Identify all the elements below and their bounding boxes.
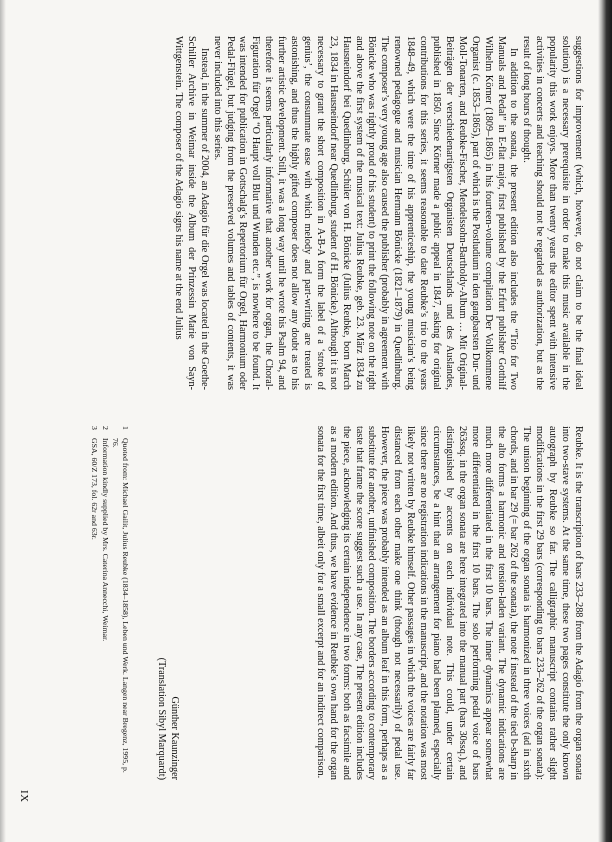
signature-block xyxy=(154,426,180,780)
footnote-number: 2 xyxy=(100,426,110,430)
paragraph: Instead, in the summer of 2004, an Adagio für die Orgel was located in the Goethe-Schiller Archive in Weimar inside the Album der Prinzessin Marie von Sayn-Wittgenstein. The composer of the Adagio signs his name at the end Julius xyxy=(172,36,210,390)
paragraph: suggestions for improvement (which, however, do not claim to be the final ideal solution) is a necessary prerequisite in order to make this music available in the popularity this work enjoys. More than twenty years the editor spent with intensive activities in concerts and teaching should not be regarded as authorization, but as the result of long hours of thought. xyxy=(521,36,584,390)
footnote-text: GSA, 60/Z 173, fol. 62r and 63r. xyxy=(90,438,100,540)
right-text-column xyxy=(313,426,584,780)
scan-shadow-edge-bottom xyxy=(0,0,6,842)
footnotes xyxy=(89,426,130,780)
footnote xyxy=(100,426,110,780)
footnote-number: 1 xyxy=(121,426,130,430)
footnote xyxy=(111,426,130,780)
left-text-column xyxy=(171,36,584,390)
translator-credit: (Translation Sibyl Marquardt) xyxy=(156,657,168,780)
paragraph: In addition to the sonata, the present edition also includes the “Trio for Two Manuals and Pedal” in E-flat major, first published by the Erfurt publisher Gotthilf Wilhelm Körner (1809–1865) in his fourteen-volume compilation Der Vollkommene Organist (c. 1853–1865), part of which is the Postludium in den gangbarsten Dur- und Moll-Tonarten, and Reubke-Fischer, Mendelssohn-Bartholdy-Album … Mit Original-Beiträgen der verschiedenartigsten Organisten Deutschlands und des Auslandes, published in 1850. Since Körner made a public appeal in 1847, asking for original contributions for this series, it seems reasonable to date Reubke’s trio to the years 1848–49, which were the time of his apprenticeship, the young musician’s being renowned pedagogue and musician Hermann Bönicke (1821–1879) in Quedlinburg. The composer’s very young age also caused the publisher (probably in agreement with Bönicke who was rightly proud of his student) to print the following note on the right and above the first system of the musical text: Julius Reubke, geb. 23. März 1834 zu Hausneindorf bei Quedlinburg, Schüler von H. Bönicke (Julius Reubke, born March 23, 1834 in Hausneindorf near Quedlinburg, student of H. Bönicke). Although it is not necessary to grant the short composition in A-B-A form the label of a ‘stroke of genius’, the consummate ease with which melody and part-writing are treated is astonishing, and thus the highly gifted composer does not allow any doubt as to his further artistic development. Still, it was a long way until he wrote his Psalm 94, and therefore it seems particularly informative that another work for organ, the Choral-Figuration für Orgel “O Haupt voll Blut und Wunden etc.”, is nowhere to be found. It was intended for publication in Gottschalg’s Repertorium für Orgel, Harmonium oder Pedal-Flügel, but judging from the preserved volumes and tables of contents, it was never included into this series. xyxy=(211,36,520,390)
footnote-text: Quoted from: Michael Gailit, Julius Reubke (1834–1858), Leben und Werk. Langen near Bregenz, 1995, p. 76. xyxy=(111,438,130,773)
paragraph: Reubke. It is the transcription of bars 233–288 from the Adagio from the organ sonata into two-stave systems. At the same time, these two pages constitute the only known autograph by Reubke so far. The calligraphic manuscript contains rather slight modifications in the first 29 bars (corresponding to bars 233–262 of the organ sonata): The unison beginning of the organ sonata is harmonized in three voices (ad in sixth chords, and in bar 29 (= bar 262 of the sonata), the note f instead of the tied b-sharp in the alto forms a harmonic and tension-laden variant. The dynamic indications are much more differentiated in the first 10 bars. The inner dynamics appear somewhat more differentiated in the first 10 bars. The solo performing pedal voice of bars 263ssq. in the organ sonata are here integrated into the manual part (bars 30ssq.), and distinguished by accents on each individual note. This could, under certain circumstances, be a hint that an arrangement for piano had been planned, especially since there are no registration indications in the manuscript, and the notation was most likely not written by Reubke himself. Other passages in which the voices are fairly far distanced from each other make one think (though not necessarily) of pedal use. However, the piece was probably intended as an album leaf in this form, perhaps as a substitute for another, unfinished composition. The borders according to contemporary taste that frame the score suggest such a use. In any case, The present edition includes the piece, acknowledging its certain independence in two forms: both as facsimile and as a modern edition. And thus, we have evidence in Reubke’s own hand for the organ sonata for the first time, albeit only for a small excerpt and for an indirect comparison. xyxy=(314,426,584,780)
footnote-text: Information kindly supplied by Mrs. Caterina Annecchi, Weimar. xyxy=(100,438,110,642)
footnote-number: 3 xyxy=(90,426,100,430)
author-name: Günther Kaunzinger xyxy=(169,696,180,780)
scan-shadow-edge xyxy=(598,0,612,842)
footnote xyxy=(90,426,100,780)
page-number: IX xyxy=(18,790,30,803)
